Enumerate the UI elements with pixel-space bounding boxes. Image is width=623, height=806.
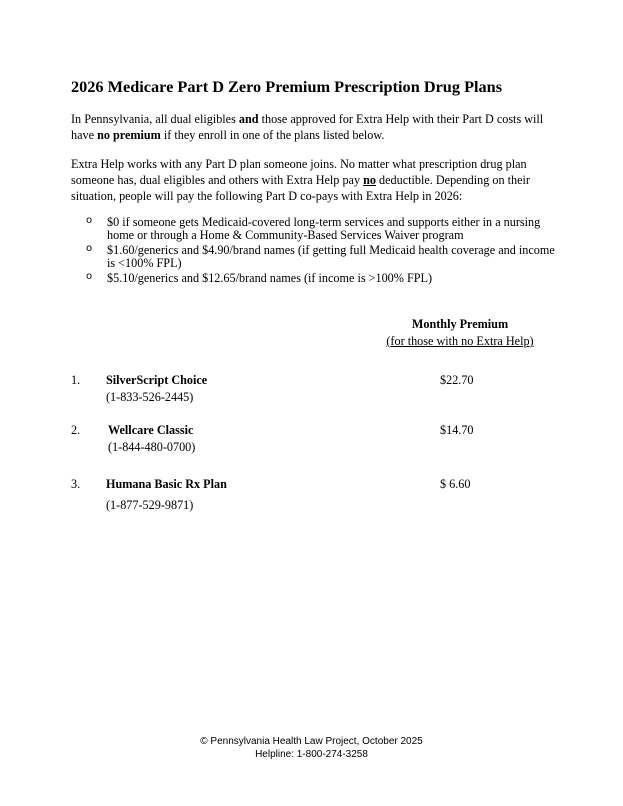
page-title: 2026 Medicare Part D Zero Premium Prescription Drug Plans (71, 77, 503, 96)
copay-text: $5.10/generics and $12.65/brand names (if income is >100% FPL) (107, 271, 433, 285)
copay-item (86, 216, 556, 241)
copay-text: $0 if someone gets Medicaid-covered long-term services and supports either in a nursing home or through a Home & Community-Based Services Waiver program (107, 215, 541, 242)
intro-text-1: In Pennsylvania, all dual eligibles (71, 112, 239, 126)
copay-list (86, 216, 556, 288)
extra-help-text-1: Extra Help works with any Part D plan someone joins. No matter what prescription drug plan someone has, dual eligibles and others with Extra Help pay (71, 157, 527, 187)
plan-row (0, 422, 623, 462)
extra-help-text-2: deductible. Depending on their situation, people will pay the following Part D co-pays with Extra Help in 2026: (71, 173, 530, 203)
plan-premium: $14.70 (440, 423, 474, 437)
premium-header-subtitle: (for those with no Extra Help) (386, 334, 534, 348)
plan-phone: (1-833-526-2445) (106, 390, 194, 404)
intro-bold-no-premium: no premium (97, 128, 161, 142)
plan-premium: $ 6.60 (440, 477, 471, 491)
plan-number: 2. (71, 423, 81, 437)
plan-number: 1. (71, 373, 81, 387)
plan-premium: $22.70 (440, 373, 474, 387)
copay-item (86, 244, 556, 269)
footer (0, 735, 623, 761)
copay-text: $1.60/generics and $4.90/brand names (if getting full Medicaid health coverage and income is <100% FPL) (107, 243, 555, 270)
extra-help-paragraph (71, 156, 561, 204)
intro-text-2: those approved for Extra Help with their Part D costs will have (71, 112, 544, 142)
plan-phone: (1-844-480-0700) (108, 440, 196, 454)
copay-item (86, 272, 556, 285)
plan-name: Humana Basic Rx Plan (106, 477, 227, 491)
intro-paragraph (71, 111, 561, 143)
intro-text-3: if they enroll in one of the plans listed below. (160, 128, 385, 142)
extra-help-bold-no: no (363, 173, 376, 187)
footer-copyright: © Pennsylvania Health Law Project, October 2025 (200, 736, 423, 747)
plan-row (0, 372, 623, 412)
intro-bold-and: and (238, 112, 259, 126)
premium-column-header (372, 316, 548, 350)
hollow-bullet-icon: o (86, 243, 93, 254)
plan-row (0, 476, 623, 520)
plan-name: Wellcare Classic (108, 423, 194, 437)
plan-number: 3. (71, 477, 81, 491)
plan-name: SilverScript Choice (106, 373, 208, 387)
plan-phone: (1-877-529-9871) (106, 498, 194, 512)
premium-header-title: Monthly Premium (411, 317, 509, 331)
hollow-bullet-icon: o (86, 271, 93, 282)
hollow-bullet-icon: o (86, 215, 93, 226)
footer-helpline: Helpline: 1-800-274-3258 (255, 749, 368, 760)
